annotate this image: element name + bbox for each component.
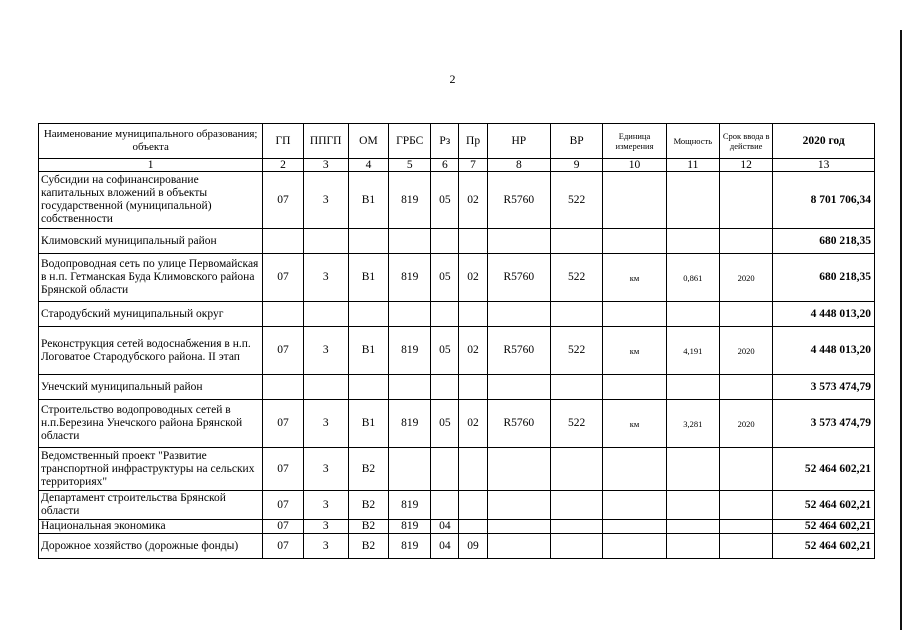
cell-nr <box>487 491 550 520</box>
cell-pr: 09 <box>459 534 487 559</box>
cell-commission-year: 2020 <box>720 254 773 302</box>
header-name: Наименование муниципального образования; объекта <box>39 124 263 159</box>
cell-unit: км <box>603 254 666 302</box>
cell-pr: 02 <box>459 254 487 302</box>
table-row <box>39 254 875 302</box>
column-number: 6 <box>431 159 459 172</box>
table-row <box>39 520 875 534</box>
budget-table <box>38 123 875 559</box>
cell-gp: 07 <box>263 520 303 534</box>
table-row <box>39 491 875 520</box>
cell-ppgp: 3 <box>303 172 348 229</box>
cell-ppgp: 3 <box>303 400 348 448</box>
cell-capacity <box>666 375 719 400</box>
cell-commission-year <box>720 448 773 491</box>
column-number: 7 <box>459 159 487 172</box>
cell-pr <box>459 491 487 520</box>
cell-rz: 05 <box>431 172 459 229</box>
cell-gp: 07 <box>263 400 303 448</box>
table-row <box>39 534 875 559</box>
table-row <box>39 327 875 375</box>
cell-name: Строительство водопроводных сетей в н.п.Березина Унечского района Брянской области <box>39 400 263 448</box>
cell-gp <box>263 302 303 327</box>
cell-amount-2020: 52 464 602,21 <box>773 534 875 559</box>
column-number: 2 <box>263 159 303 172</box>
cell-commission-year <box>720 172 773 229</box>
cell-nr <box>487 520 550 534</box>
cell-capacity: 0,861 <box>666 254 719 302</box>
cell-name: Субсидии на софинансирование капитальных вложений в объекты государственной (муниципальной) собственности <box>39 172 263 229</box>
cell-capacity <box>666 229 719 254</box>
cell-gp: 07 <box>263 534 303 559</box>
cell-om: В1 <box>348 254 388 302</box>
cell-pr <box>459 229 487 254</box>
cell-amount-2020: 680 218,35 <box>773 229 875 254</box>
cell-om <box>348 302 388 327</box>
cell-name: Унечский муниципальный район <box>39 375 263 400</box>
table-row <box>39 302 875 327</box>
cell-pr: 02 <box>459 400 487 448</box>
table-row <box>39 448 875 491</box>
cell-unit <box>603 375 666 400</box>
cell-rz: 05 <box>431 254 459 302</box>
header-pr: Пр <box>459 124 487 159</box>
cell-nr: R5760 <box>487 254 550 302</box>
cell-om: В1 <box>348 327 388 375</box>
cell-vr <box>551 534 603 559</box>
cell-commission-year <box>720 534 773 559</box>
cell-gp <box>263 229 303 254</box>
column-number: 10 <box>603 159 666 172</box>
table-row <box>39 229 875 254</box>
cell-capacity: 4,191 <box>666 327 719 375</box>
cell-commission-year <box>720 491 773 520</box>
column-number-row <box>39 159 875 172</box>
cell-nr <box>487 534 550 559</box>
cell-gp: 07 <box>263 327 303 375</box>
cell-rz <box>431 302 459 327</box>
cell-capacity <box>666 302 719 327</box>
cell-amount-2020: 3 573 474,79 <box>773 400 875 448</box>
page-number: 2 <box>449 72 456 86</box>
column-number: 9 <box>551 159 603 172</box>
cell-om: В1 <box>348 172 388 229</box>
cell-nr: R5760 <box>487 400 550 448</box>
table-row <box>39 400 875 448</box>
cell-gp: 07 <box>263 491 303 520</box>
cell-capacity: 3,281 <box>666 400 719 448</box>
column-number: 3 <box>303 159 348 172</box>
cell-nr <box>487 448 550 491</box>
cell-name: Национальная экономика <box>39 520 263 534</box>
cell-vr <box>551 491 603 520</box>
cell-unit <box>603 302 666 327</box>
scan-edge-mark <box>900 30 902 630</box>
cell-amount-2020: 4 448 013,20 <box>773 327 875 375</box>
header-commission-year: Срок ввода в действие <box>720 124 773 159</box>
cell-name: Дорожное хозяйство (дорожные фонды) <box>39 534 263 559</box>
header-gp: ГП <box>263 124 303 159</box>
cell-name: Реконструкция сетей водоснабжения в н.п. Логоватое Стародубского района. II этап <box>39 327 263 375</box>
header-ppgp: ППГП <box>303 124 348 159</box>
cell-om: В2 <box>348 448 388 491</box>
cell-amount-2020: 4 448 013,20 <box>773 302 875 327</box>
header-unit: Единица измерения <box>603 124 666 159</box>
cell-grbs: 819 <box>389 491 431 520</box>
cell-gp: 07 <box>263 254 303 302</box>
cell-pr: 02 <box>459 327 487 375</box>
cell-pr <box>459 448 487 491</box>
cell-capacity <box>666 172 719 229</box>
cell-name: Ведомственный проект "Развитие транспортной инфраструктуры на сельских территориях" <box>39 448 263 491</box>
cell-om: В2 <box>348 534 388 559</box>
header-capacity: Мощность <box>666 124 719 159</box>
cell-gp <box>263 375 303 400</box>
cell-rz <box>431 375 459 400</box>
cell-commission-year: 2020 <box>720 400 773 448</box>
cell-ppgp <box>303 375 348 400</box>
cell-capacity <box>666 491 719 520</box>
cell-vr <box>551 520 603 534</box>
cell-vr: 522 <box>551 172 603 229</box>
cell-nr <box>487 375 550 400</box>
cell-commission-year: 2020 <box>720 327 773 375</box>
cell-amount-2020: 52 464 602,21 <box>773 448 875 491</box>
cell-rz <box>431 448 459 491</box>
cell-commission-year <box>720 520 773 534</box>
cell-amount-2020: 680 218,35 <box>773 254 875 302</box>
cell-pr <box>459 302 487 327</box>
cell-om: В1 <box>348 400 388 448</box>
cell-nr <box>487 229 550 254</box>
cell-ppgp <box>303 302 348 327</box>
cell-unit <box>603 491 666 520</box>
cell-ppgp: 3 <box>303 448 348 491</box>
cell-vr: 522 <box>551 400 603 448</box>
cell-ppgp: 3 <box>303 491 348 520</box>
cell-om: В2 <box>348 491 388 520</box>
column-number: 4 <box>348 159 388 172</box>
cell-vr <box>551 375 603 400</box>
cell-rz <box>431 229 459 254</box>
cell-unit: км <box>603 400 666 448</box>
cell-ppgp: 3 <box>303 327 348 375</box>
table-header-row <box>39 124 875 159</box>
cell-rz <box>431 491 459 520</box>
cell-name: Стародубский муниципальный округ <box>39 302 263 327</box>
cell-grbs: 819 <box>389 400 431 448</box>
cell-rz: 05 <box>431 400 459 448</box>
cell-grbs: 819 <box>389 254 431 302</box>
column-number: 5 <box>389 159 431 172</box>
cell-unit <box>603 534 666 559</box>
column-number: 11 <box>666 159 719 172</box>
table-row <box>39 375 875 400</box>
cell-grbs: 819 <box>389 534 431 559</box>
cell-pr: 02 <box>459 172 487 229</box>
cell-vr <box>551 229 603 254</box>
cell-capacity <box>666 448 719 491</box>
cell-grbs: 819 <box>389 172 431 229</box>
column-number: 12 <box>720 159 773 172</box>
cell-gp: 07 <box>263 172 303 229</box>
cell-grbs: 819 <box>389 520 431 534</box>
cell-ppgp: 3 <box>303 254 348 302</box>
cell-nr: R5760 <box>487 172 550 229</box>
column-number: 1 <box>39 159 263 172</box>
cell-amount-2020: 8 701 706,34 <box>773 172 875 229</box>
header-grbs: ГРБС <box>389 124 431 159</box>
cell-amount-2020: 52 464 602,21 <box>773 520 875 534</box>
cell-commission-year <box>720 229 773 254</box>
cell-vr: 522 <box>551 327 603 375</box>
cell-name: Департамент строительства Брянской области <box>39 491 263 520</box>
cell-name: Водопроводная сеть по улице Первомайская в н.п. Гетманская Буда Климовского района Брянской области <box>39 254 263 302</box>
column-number: 8 <box>487 159 550 172</box>
header-amount-2020: 2020 год <box>773 124 875 159</box>
cell-nr <box>487 302 550 327</box>
cell-grbs <box>389 375 431 400</box>
cell-gp: 07 <box>263 448 303 491</box>
cell-rz: 04 <box>431 520 459 534</box>
cell-unit <box>603 229 666 254</box>
column-number: 13 <box>773 159 875 172</box>
cell-nr: R5760 <box>487 327 550 375</box>
cell-grbs <box>389 448 431 491</box>
cell-vr: 522 <box>551 254 603 302</box>
cell-om <box>348 229 388 254</box>
cell-pr <box>459 520 487 534</box>
cell-amount-2020: 3 573 474,79 <box>773 375 875 400</box>
cell-vr <box>551 302 603 327</box>
cell-ppgp: 3 <box>303 520 348 534</box>
cell-pr <box>459 375 487 400</box>
header-rz: Рз <box>431 124 459 159</box>
cell-commission-year <box>720 375 773 400</box>
cell-om <box>348 375 388 400</box>
table-row <box>39 172 875 229</box>
header-om: ОМ <box>348 124 388 159</box>
cell-vr <box>551 448 603 491</box>
cell-rz: 05 <box>431 327 459 375</box>
cell-amount-2020: 52 464 602,21 <box>773 491 875 520</box>
cell-ppgp: 3 <box>303 534 348 559</box>
cell-unit: км <box>603 327 666 375</box>
cell-grbs: 819 <box>389 327 431 375</box>
cell-name: Климовский муниципальный район <box>39 229 263 254</box>
cell-rz: 04 <box>431 534 459 559</box>
cell-grbs <box>389 302 431 327</box>
cell-unit <box>603 448 666 491</box>
cell-capacity <box>666 520 719 534</box>
cell-capacity <box>666 534 719 559</box>
cell-unit <box>603 172 666 229</box>
header-nr: НР <box>487 124 550 159</box>
cell-commission-year <box>720 302 773 327</box>
cell-om: В2 <box>348 520 388 534</box>
cell-grbs <box>389 229 431 254</box>
header-vr: ВР <box>551 124 603 159</box>
cell-ppgp <box>303 229 348 254</box>
cell-unit <box>603 520 666 534</box>
